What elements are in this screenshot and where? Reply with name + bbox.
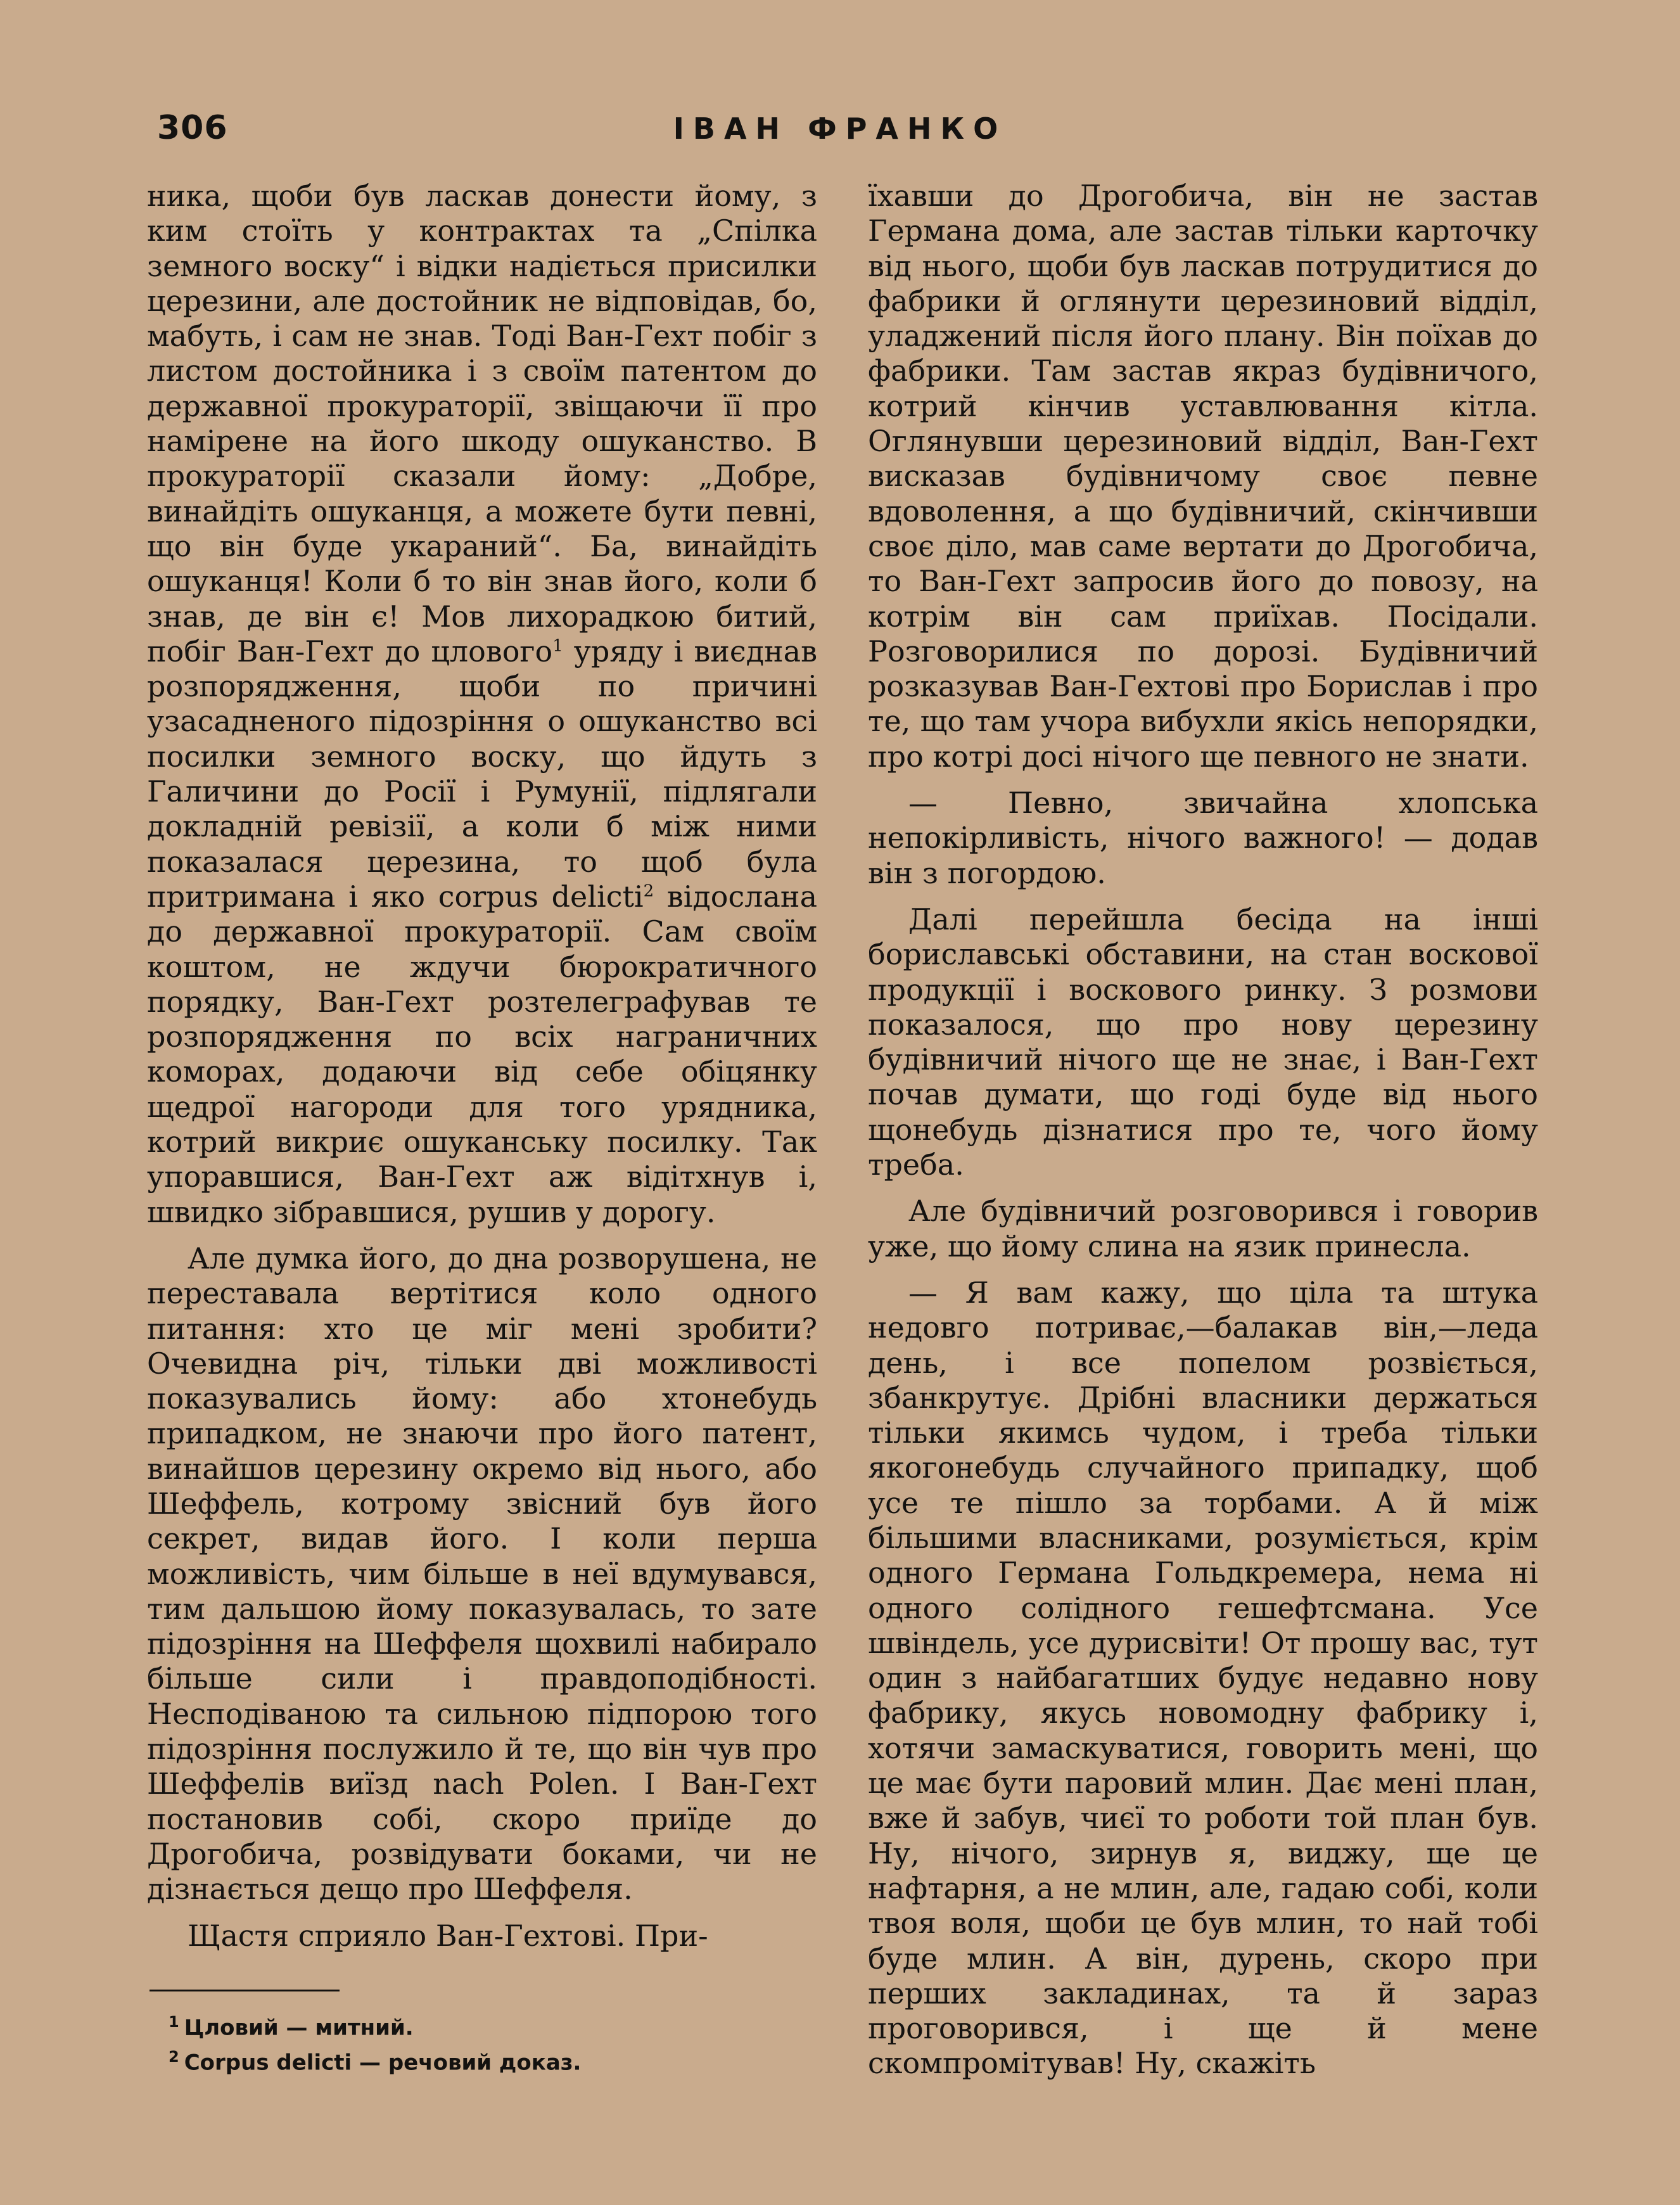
footnotes: [169, 2007, 802, 2078]
paragraph: їхавши до Дрогобича, він не застав Германа дома, але застав тільки карточку від нього, щоби був ласкав потрудитися до фабрики й оглянути церезиновий відділ, уладжений після його плану. Він поїхав до фабрики. Там застав якраз будівничого, котрий кінчив уставлювання кітла. Оглянувши церезиновий відділ, Ван-Гехт висказав будівничому своє певне вдоволення, а що будівничий, скінчивши своє діло, мав саме вертати до Дрогобича, то Ван-Гехт запросив його до повозу, на котрім він сам приїхав. Посідали. Розговорилися по дорозі. Будівничий розказував Ван-Гехтові про Борислав і про те, що там учора вибухли якісь непорядки, про котрі досі нічого ще певного не знати.: [868, 179, 1538, 774]
paragraph: Але думка його, до дна розворушена, не переставала вертітися коло одного питання: хто це міг мені зробити? Очевидна річ, тільки дві можливості показувались йому: або хтонебудь припадком, не знаючи про його патент, винайшов церезину окремо від нього, або Шеффель, котрому звісний був його секрет, видав його. І коли перша можливість, чим більше в неї вдумувався, тим дальшою йому показувалась, то зате підозріння на Шеффеля щохвилі набирало більше сили і правдоподібності. Несподіваною та сильною підпорою того підозріння послужило й те, що він чув про Шеффелів виїзд nach Polen. І Ван-Гехт постановив собі, скоро приїде до Дрогобича, розвідувати боками, чи не дізнається дещо про Шеффеля.: [147, 1241, 817, 1907]
paragraph-text: уряду і виєднав розпорядження, щоби по причині узасадненого підозріння о ошуканство всі посилки земного воску, що йдуть з Галичини до Росії і Румунії, підлягали докладній ревізії, а коли б між ними показалася церезина, то щоб була притримана і яко corpus delicti: [147, 634, 817, 914]
footnote-text: Цловий — митний.: [184, 2015, 414, 2041]
paragraph: [147, 179, 817, 1230]
footnote-text: Corpus delicti — речовий доказ.: [184, 2050, 582, 2076]
footnote-ref: 1: [552, 636, 563, 656]
paragraph: Щастя сприяло Ван-Гехтові. При-: [188, 1918, 708, 1953]
paragraph-text: ника, щоби був ласкав донести йому, з ким стоїть у контрактах та „Спілка земного воску“ і відки надіється присилки церезини, але достойник не відповідав, бо, мабуть, і сам не знав. Тоді Ван-Гехт побіг з листом достойника і з своїм патентом до державної прокураторії, звіщаючи її про намірене на його шкоду ошуканство. В прокураторії сказали йому: „Добре, винайдіть ошуканця, а можете бути певні, що він буде укараний“. Ба, винайдіть ошуканця! Коли б то він знав його, коли б знав, де він є! Мов лихорадкою битий, побіг Ван-Гехт до цлового: [147, 179, 817, 668]
paragraph: — Певно, звичайна хлопська непокірливість, нічого важного! — додав він з погордою.: [868, 786, 1538, 890]
footnote-ref: 2: [643, 881, 654, 901]
running-title: ІВАН ФРАНКО: [673, 112, 1007, 146]
footnote-mark: 1: [169, 2013, 179, 2031]
left-column: [147, 179, 817, 1965]
footnote-mark: 2: [169, 2048, 179, 2066]
footnote-divider: [150, 1990, 340, 1991]
paragraph: — Я вам кажу, що ціла та штука недовго потриває,—балакав він,—леда день, і все попелом розвіється, збанкрутує. Дрібні власники держаться тільки якимсь чудом, і треба тільки якогонебудь случайного припадку, щоб усе те пішло за торбами. А й між більшими власниками, розуміється, крім одного Германа Гольдкремера, нема ні одного солідного гешефтсмана. Усе швіндель, усе дурисвіти! От прошу вас, тут один з найбагатших будує недавно нову фабрику, якусь новомодну фабрику і, хотячи замаскуватися, говорить мені, що це має бути паровий млин. Дає мені план, вже й забув, чиєї то роботи той план був. Ну, нічого, зирнув я, виджу, ще це нафтарня, а не млин, але, гадаю собі, коли твоя воля, щоби це був млин, то най тобі буде млин. А він, дурень, скоро при перших закладинах, та й зараз проговорився, і ще й мене скомпромітував! Ну, скажіть: [868, 1275, 1538, 2081]
footnote-1: [169, 2007, 802, 2042]
footnote-2: [169, 2042, 802, 2077]
paragraph-text: відослана до державної прокураторії. Сам своїм коштом, не ждучи бюрократичного порядку, Ван-Гехт розтелеграфував те розпорядження по всіх награничних коморах, додаючи від себе обіцянку щедрої нагороди для того урядника, котрий викриє ошуканську посилку. Так упоравшися, Ван-Гехт аж відітхнув і, швидко зібравшися, рушив у дорогу.: [147, 879, 817, 1229]
paragraph: Але будівничий розговорився і говорив уже, що йому слина на язик принесла.: [868, 1194, 1538, 1263]
paragraph: Далі перейшла бесіда на інші бориславські обставини, на стан воскової продукції і воскового ринку. З розмови показалося, що про нову церезину будівничий нічого ще не знає, і Ван-Гехт почав думати, що годі буде від нього щонебудь дізнатися про те, чого йому треба.: [868, 902, 1538, 1182]
right-column: [868, 179, 1538, 2093]
page-number: 306: [157, 109, 228, 147]
